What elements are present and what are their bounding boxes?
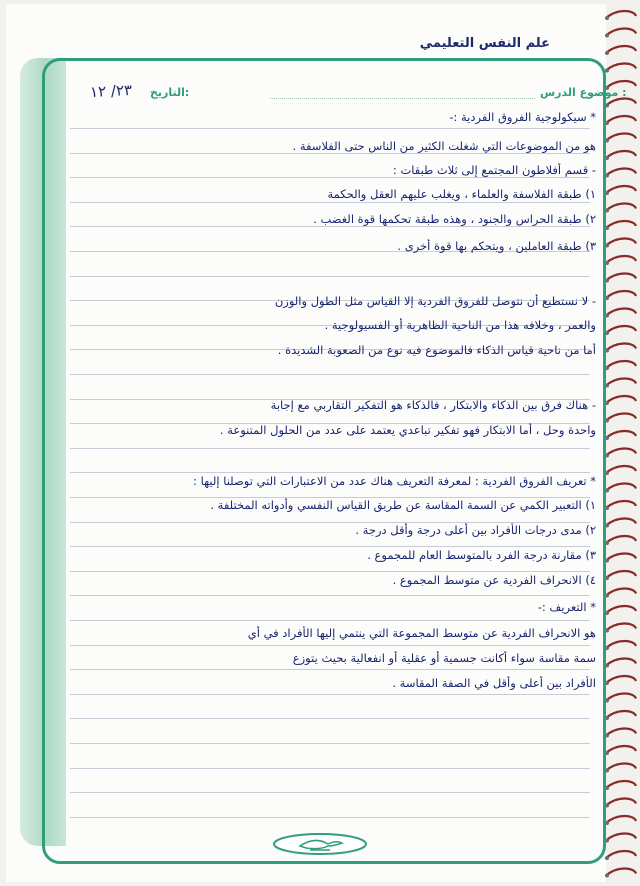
spiral-ring — [606, 519, 636, 526]
spiral-ring — [606, 816, 636, 823]
spiral-ring — [606, 99, 636, 106]
lesson-line — [270, 98, 535, 99]
spiral-ring — [606, 711, 636, 718]
note-line: هو الانحراف الفردية عن متوسط المجموعة التي ينتمي إليها الأفراد في أي — [247, 626, 596, 640]
ruled-line — [70, 472, 590, 473]
ruled-line — [70, 276, 590, 277]
spiral-ring — [606, 799, 636, 806]
note-line: ٣) طبقة العاملين ، ويتحكم بها قوة أخرى . — [397, 239, 596, 253]
spiral-ring — [606, 466, 636, 473]
spiral-ring — [606, 606, 636, 613]
ruled-line — [70, 128, 590, 129]
ruled-line — [70, 546, 590, 547]
spiral-ring — [606, 11, 636, 18]
date-label: التاريخ: — [150, 86, 190, 99]
spiral-ring — [606, 659, 636, 666]
spiral-ring — [606, 449, 636, 456]
note-line: هو من الموضوعات التي شغلت الكثير من الناس حتى الفلاسفة . — [292, 139, 596, 153]
note-line: أما من ناحية قياس الذكاء فالموضوع فيه نوع من الصعوبة الشديدة . — [277, 343, 596, 357]
ruled-line — [70, 694, 590, 695]
note-line: ١) طبقة الفلاسفة والعلماء ، ويغلب عليهم العقل والحكمة — [327, 187, 596, 201]
ruled-line — [70, 792, 590, 793]
note-line: الأفراد بين أعلى وأقل في الصفة المقاسة . — [392, 676, 596, 690]
note-line: - هناك فرق بين الذكاء والابتكار ، فالذكاء هو التفكير التقاربي مع إجابة — [270, 398, 596, 412]
spiral-hole — [605, 874, 609, 878]
spiral-ring — [606, 431, 636, 438]
ruled-line — [70, 202, 590, 203]
spiral-ring — [606, 29, 636, 36]
ruled-line — [70, 374, 590, 375]
spiral-ring — [606, 624, 636, 631]
spiral-ring — [606, 484, 636, 491]
spiral-ring — [606, 151, 636, 158]
spiral-ring — [606, 326, 636, 333]
spiral-ring — [606, 46, 636, 53]
spiral-ring — [606, 851, 636, 858]
note-line: * سيكولوجية الفروق الفردية :- — [449, 110, 596, 124]
spiral-ring — [606, 291, 636, 298]
note-line: ٢) طبقة الحراس والجنود ، وهذه طبقة تحكمها قوة الغضب . — [313, 212, 596, 226]
lamp-logo-icon — [270, 832, 370, 856]
ruled-line — [70, 768, 590, 769]
spiral-ring — [606, 379, 636, 386]
note-line: - قسم أفلاطون المجتمع إلى ثلاث طبقات : — [392, 163, 596, 177]
spiral-ring — [606, 589, 636, 596]
spiral-hole — [605, 34, 609, 38]
note-line: سمة مقاسة سواء أكانت جسمية أو عقلية أو انفعالية بحيث يتوزع — [292, 651, 596, 665]
spiral-ring — [606, 746, 636, 753]
ruled-line — [70, 177, 590, 178]
spiral-ring — [606, 764, 636, 771]
spiral-ring — [606, 501, 636, 508]
spiral-ring — [606, 256, 636, 263]
note-line: - لا نستطيع أن نتوصل للفروق الفردية إلا القياس مثل الطول والوزن — [274, 294, 596, 308]
spiral-ring — [606, 361, 636, 368]
ruled-line — [70, 153, 590, 154]
spiral-ring — [606, 169, 636, 176]
spiral-ring — [606, 414, 636, 421]
date-value: ٢٣/ ١٢ — [89, 80, 133, 102]
ruled-line — [70, 743, 590, 744]
spiral-ring — [606, 239, 636, 246]
ruled-line — [70, 595, 590, 596]
spiral-ring — [606, 134, 636, 141]
spiral-hole — [605, 16, 609, 20]
lesson-label: موضوع الدرس : — [540, 86, 627, 99]
spiral-ring — [606, 186, 636, 193]
ruled-line — [70, 718, 590, 719]
note-line: ٢) مدى درجات الأفراد بين أعلى درجة وأقل درجة . — [355, 523, 596, 537]
spiral-hole — [605, 856, 609, 860]
spiral-ring — [606, 116, 636, 123]
note-line: والعمر ، وخلافه هذا من الناحية الظاهرية أو الفسيولوجية . — [324, 318, 596, 332]
spiral-ring — [606, 781, 636, 788]
subject-title: علم النفس التعليمي — [419, 36, 550, 51]
ruled-line — [70, 620, 590, 621]
note-line: * تعريف الفروق الفردية : لمعرفة التعريف هناك عدد من الاعتبارات التي توصلنا إليها : — [193, 474, 596, 488]
spiral-ring — [606, 694, 636, 701]
ruled-line — [70, 645, 590, 646]
spiral-ring — [606, 396, 636, 403]
spiral-ring — [606, 834, 636, 841]
spiral-ring — [606, 309, 636, 316]
note-line: ٣) مقارنة درجة الفرد بالمتوسط العام للمجموع . — [367, 548, 596, 562]
note-line: ٤) الانحراف الفردية عن متوسط المجموع . — [392, 573, 596, 587]
spiral-ring — [606, 64, 636, 71]
spiral-ring — [606, 571, 636, 578]
spiral-ring — [606, 554, 636, 561]
spiral-ring — [606, 204, 636, 211]
spiral-ring — [606, 536, 636, 543]
ruled-line — [70, 571, 590, 572]
spiral-ring — [606, 221, 636, 228]
ruled-line — [70, 669, 590, 670]
note-line: ١) التعبير الكمي عن السمة المقاسة عن طريق القياس النفسي وأدواته المختلفة . — [210, 498, 596, 512]
ruled-line — [70, 448, 590, 449]
spiral-hole — [605, 51, 609, 55]
spiral-ring — [606, 729, 636, 736]
spiral-ring — [606, 344, 636, 351]
ruled-line — [70, 226, 590, 227]
spiral-binding — [604, 0, 640, 886]
spiral-ring — [606, 869, 636, 876]
spiral-ring — [606, 641, 636, 648]
spiral-ring — [606, 274, 636, 281]
spiral-ring — [606, 676, 636, 683]
note-line: واحدة وحل ، أما الابتكار فهو تفكير تباعدي يعتمد على عدد من الحلول المتنوعة . — [219, 423, 596, 437]
note-line: * التعريف :- — [537, 600, 596, 614]
ruled-line — [70, 817, 590, 818]
